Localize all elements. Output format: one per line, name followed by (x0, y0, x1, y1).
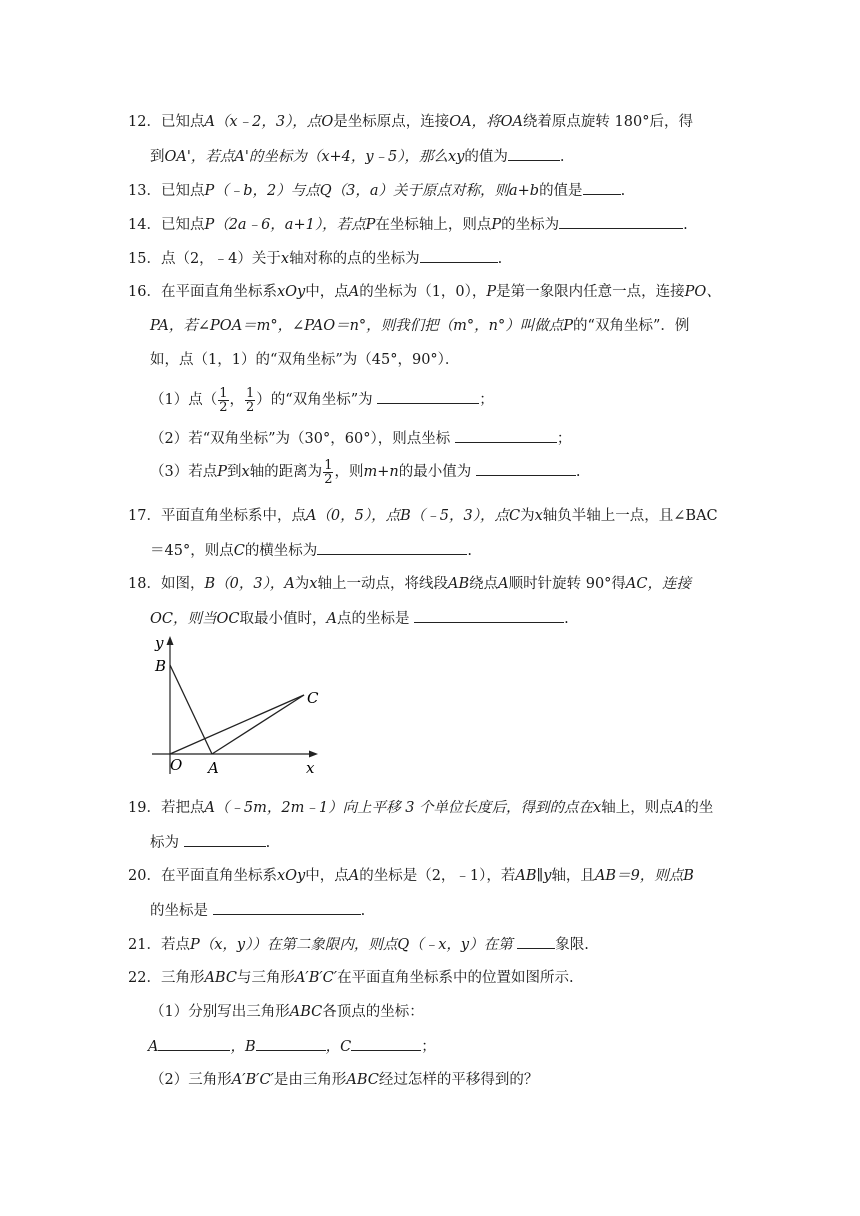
problem-17-line-1: 17．平面直角坐标系中，点A（0，5），点B（﹣5，3），点C为x轴负半轴上一点，且∠BAC (128, 508, 718, 524)
problem-20-line-1: 20．在平面直角坐标系xOy中，点A的坐标是（2，﹣1），若AB∥y轴，且AB＝9，则点B (128, 868, 694, 884)
answer-blank (583, 180, 621, 195)
answer-blank (213, 900, 361, 915)
segment-oc (170, 695, 304, 754)
problem-20-line-2: 的坐标是 . (150, 900, 365, 921)
answer-blank-c (351, 1036, 421, 1051)
y-axis-arrow (167, 636, 174, 645)
segment-ac (212, 695, 304, 754)
problem-22-line-1: 22．三角形ABC与三角形A′B′C′在平面直角坐标系中的位置如图所示. (128, 970, 574, 986)
problem-14-number: 14． (128, 217, 161, 233)
answer-blank (420, 248, 498, 263)
answer-blank (517, 934, 555, 949)
problem-20-number: 20． (128, 868, 161, 884)
label-o: O (170, 756, 183, 774)
problem-18-line-1: 18．如图，B（0，3），A为x轴上一动点，将线段AB绕点A顺时针旋转 90°得AC，连接 (128, 576, 691, 592)
label-c: C (307, 689, 319, 707)
problem-16-line-2: PA，若∠POA＝m°，∠PAO＝n°，则我们把（m°，n°）叫做点P的“双角坐标”．例 (150, 318, 690, 334)
fraction: $\frac{1}{2}$ (219, 385, 228, 415)
problem-15-number: 15． (128, 251, 161, 267)
problem-13: 13．已知点P（﹣b，2）与点Q（3，a）关于原点对称，则a+b的值是 . (128, 180, 625, 201)
problem-17-number: 17． (128, 508, 161, 524)
problem-17-line-2: ＝45°，则点C的横坐标为 . (150, 540, 472, 561)
problem-22-number: 22． (128, 970, 161, 986)
label-y: y (155, 634, 164, 652)
problem-21-number: 21． (128, 937, 161, 953)
answer-blank (414, 608, 564, 623)
label-a: A (208, 759, 219, 777)
problem-16-number: 16． (128, 284, 161, 300)
problem-15: 15．点（2，﹣4）关于x轴对称的点的坐标为 . (128, 248, 502, 269)
problem-12-line-2: 到OA'，若点A'的坐标为（x+4，y﹣5），那么xy的值为 . (150, 146, 565, 167)
problem-12-line-1: 12．已知点A（x﹣2，3），点O是坐标原点，连接OA，将OA绕着原点旋转 180°后，得 (128, 114, 693, 130)
problem-14: 14．已知点P（2a﹣6，a+1），若点P在坐标轴上，则点P的坐标为 . (128, 214, 688, 235)
problem-19-line-1: 19．若把点A（﹣5m，2m﹣1）向上平移 3 个单位长度后，得到的点在x轴上，则点A的坐 (128, 800, 714, 816)
problem-16-sub-2: （2）若“双角坐标”为（30°，60°），则点坐标 ； (150, 428, 571, 449)
answer-blank (455, 428, 557, 443)
problem-18-line-2: OC，则当OC取最小值时，A点的坐标是 . (150, 608, 569, 629)
problem-16-sub-1: （1）点（ $\frac{1}{2}$ ， $\frac{1}{2}$ ）的“双角坐标”为 ； (150, 385, 494, 415)
problem-21: 21．若点P（x，y））在第二象限内，则点Q（﹣x，y）在第 象限. (128, 934, 589, 955)
fraction: $\frac{1}{2}$ (246, 385, 255, 415)
problem-16-line-1: 16．在平面直角坐标系xOy中，点A的坐标为（1，0），P是第一象限内任意一点，连接PO、 (128, 284, 721, 300)
problem-18-figure (140, 632, 340, 782)
answer-blank (508, 146, 560, 161)
problem-13-number: 13． (128, 183, 161, 199)
problem-16-line-3: 如，点（1，1）的“双角坐标”为（45°，90°）． (150, 352, 460, 368)
answer-blank (476, 461, 576, 476)
answer-blank (317, 540, 467, 555)
problem-18-number: 18． (128, 576, 161, 592)
label-x: x (306, 759, 315, 777)
answer-blank (377, 389, 479, 404)
answer-blank-b (256, 1036, 326, 1051)
answer-blank (184, 832, 266, 847)
problem-22-sub-1: （1）分别写出三角形ABC各顶点的坐标： (150, 1004, 424, 1020)
fraction: $\frac{1}{2}$ (324, 457, 333, 487)
problem-19-number: 19． (128, 800, 161, 816)
answer-blank (559, 214, 683, 229)
problem-19-line-2: 标为 . (150, 832, 270, 853)
problem-22-sub-1-answers: A ，B ，C ； (148, 1036, 436, 1057)
problem-16-sub-3: （3）若点P到x轴的距离为 $\frac{1}{2}$ ，则m+n的最小值为 . (150, 457, 581, 487)
answer-blank-a (158, 1036, 230, 1051)
problem-12-number: 12． (128, 114, 161, 130)
problem-22-sub-2: （2）三角形A′B′C′是由三角形ABC经过怎样的平移得到的？ (150, 1072, 539, 1088)
segment-ba (170, 665, 212, 754)
label-b: B (155, 657, 167, 675)
x-axis-arrow (309, 751, 318, 758)
